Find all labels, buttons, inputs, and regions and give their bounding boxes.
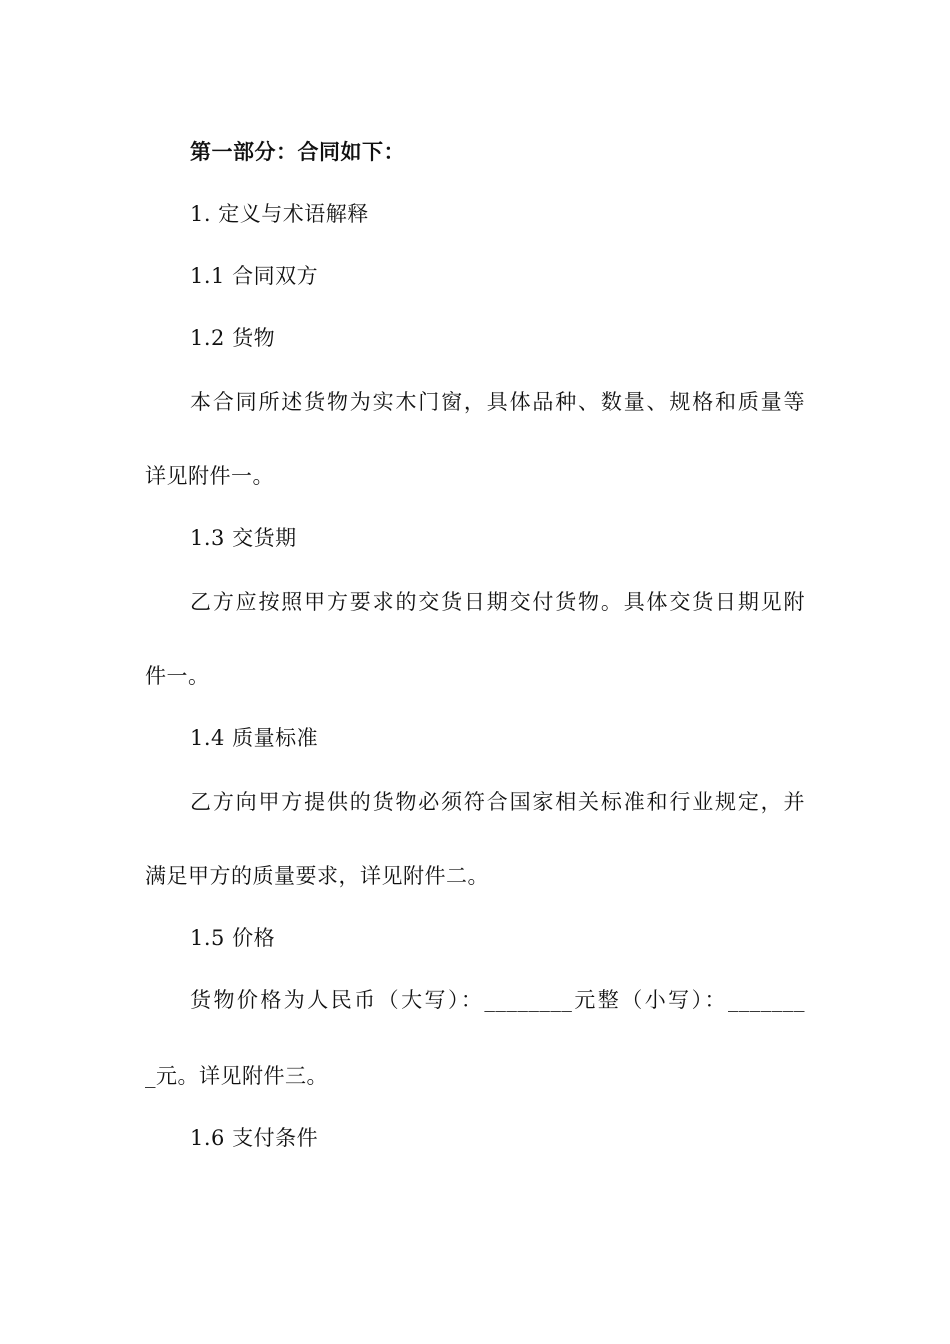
section-1-6-heading: 1.6 支付条件 bbox=[190, 1126, 319, 1150]
part-title: 第一部分：合同如下： bbox=[190, 140, 405, 164]
section-1-3-paragraph-line-1: 乙方应按照甲方要求的交货日期交付货物。具体交货日期见附 bbox=[190, 590, 805, 614]
section-1-heading: 1. 定义与术语解释 bbox=[190, 202, 369, 226]
section-1-5-paragraph-line-2: _元。详见附件三。 bbox=[145, 1064, 328, 1088]
section-1-5-heading: 1.5 价格 bbox=[190, 926, 276, 950]
section-1-5-paragraph-line-1: 货物价格为人民币（大写）：________元整（小写）：_______ bbox=[190, 988, 805, 1012]
section-1-4-heading: 1.4 质量标准 bbox=[190, 726, 319, 750]
section-1-4-paragraph-line-2: 满足甲方的质量要求，详见附件二。 bbox=[145, 864, 489, 888]
section-1-3-paragraph-line-2: 件一。 bbox=[145, 664, 210, 688]
section-1-1-heading: 1.1 合同双方 bbox=[190, 264, 319, 288]
section-1-2-paragraph-line-1: 本合同所述货物为实木门窗，具体品种、数量、规格和质量等 bbox=[190, 390, 805, 414]
section-1-2-heading: 1.2 货物 bbox=[190, 326, 276, 350]
section-1-4-paragraph-line-1: 乙方向甲方提供的货物必须符合国家相关标准和行业规定，并 bbox=[190, 790, 805, 814]
section-1-3-heading: 1.3 交货期 bbox=[190, 526, 297, 550]
section-1-2-paragraph-line-2: 详见附件一。 bbox=[145, 464, 274, 488]
